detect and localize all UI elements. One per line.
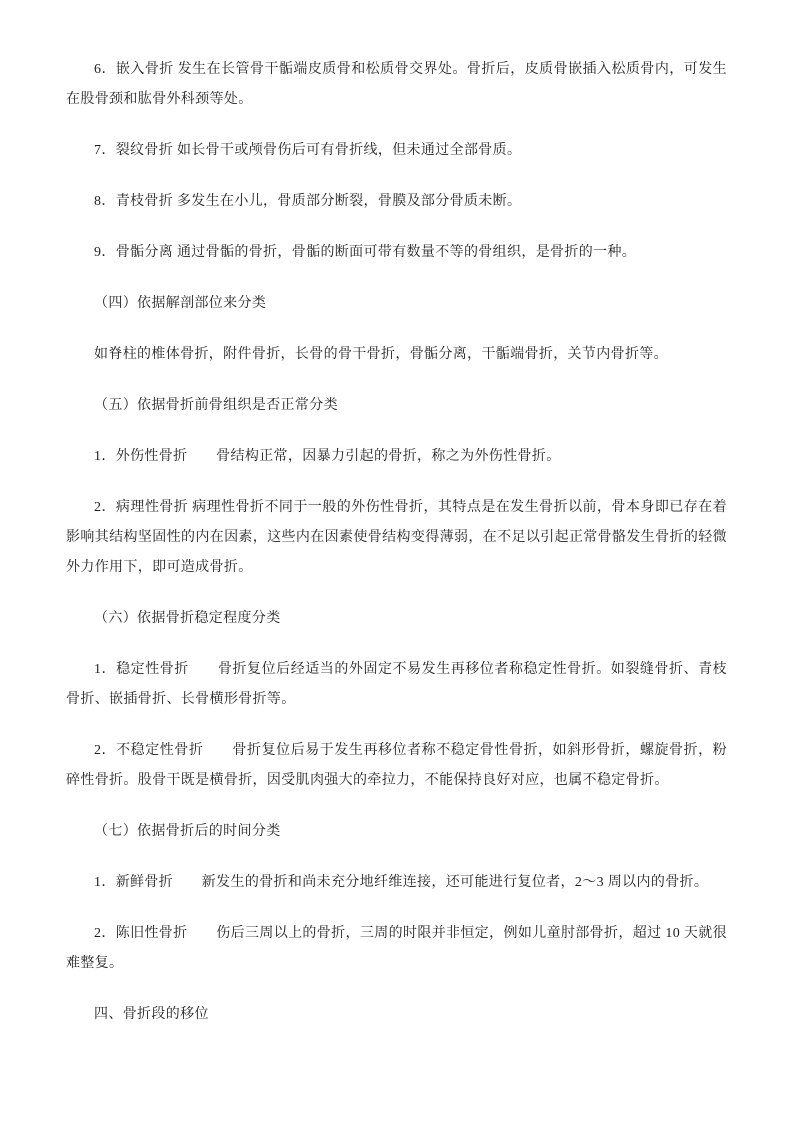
document-content bbox=[66, 55, 727, 1030]
heading-section-7-time-classification: （七）依据骨折后的时间分类 bbox=[94, 824, 281, 839]
heading-section-main-4-displacement: 四、骨折段的移位 bbox=[94, 1007, 209, 1022]
list-item-8-greenstick-fracture: 8．青枝骨折 多发生在小儿，骨质部分断裂，骨膜及部分骨质未断。 bbox=[94, 194, 522, 209]
list-item-2-unstable-fracture: 2．不稳定性骨折 骨折复位后易于发生再移位者称不稳定骨性骨折，如斜形骨折，螺旋骨折，粉碎性骨折。股骨干既是横骨折，因受肌肉强大的牵拉力，不能保持良好对应，也属不稳定骨折。 bbox=[66, 743, 727, 788]
list-item-9-epiphyseal-separation: 9．骨骺分离 通过骨骺的骨折，骨骺的断面可带有数量不等的骨组织，是骨折的一种。 bbox=[94, 245, 637, 260]
para-anatomical-examples: 如脊柱的椎体骨折，附件骨折，长骨的骨干骨折，骨骺分离，干骺端骨折，关节内骨折等。 bbox=[94, 347, 668, 362]
heading-section-6-stability-classification: （六）依据骨折稳定程度分类 bbox=[94, 611, 281, 626]
list-item-2-pathological-fracture: 2．病理性骨折 病理性骨折不同于一般的外伤性骨折，其特点是在发生骨折以前，骨本身即已存在着影响其结构坚固性的内在因素，这些内在因素使骨结构变得薄弱，在不足以引起正常骨骼发生骨折的轻微外力作用下，即可造成骨折。 bbox=[66, 500, 727, 575]
list-item-7-hairline-fracture: 7．裂纹骨折 如长骨干或颅骨伤后可有骨折线，但未通过全部骨质。 bbox=[94, 143, 522, 158]
heading-section-5-pre-fracture-tissue-classification: （五）依据骨折前骨组织是否正常分类 bbox=[94, 398, 338, 413]
list-item-1-fresh-fracture: 1．新鲜骨折 新发生的骨折和尚未充分地纤维连接，还可能进行复位者，2～3 周以内的骨折。 bbox=[94, 875, 709, 890]
heading-section-4-anatomical-classification: （四）依据解剖部位来分类 bbox=[94, 296, 267, 311]
list-item-1-traumatic-fracture: 1．外伤性骨折 骨结构正常，因暴力引起的骨折，称之为外伤性骨折。 bbox=[94, 449, 561, 464]
list-item-1-stable-fracture: 1．稳定性骨折 骨折复位后经适当的外固定不易发生再移位者称稳定性骨折。如裂缝骨折、青枝骨折、嵌插骨折、长骨横形骨折等。 bbox=[66, 662, 727, 707]
list-item-2-old-fracture: 2．陈旧性骨折 伤后三周以上的骨折，三周的时限并非恒定，例如儿童肘部骨折，超过 10 天就很难整复。 bbox=[66, 926, 727, 971]
list-item-6-impacted-fracture: 6．嵌入骨折 发生在长管骨干骺端皮质骨和松质骨交界处。骨折后，皮质骨嵌插入松质骨内，可发生在股骨颈和肱骨外科颈等处。 bbox=[66, 62, 727, 107]
